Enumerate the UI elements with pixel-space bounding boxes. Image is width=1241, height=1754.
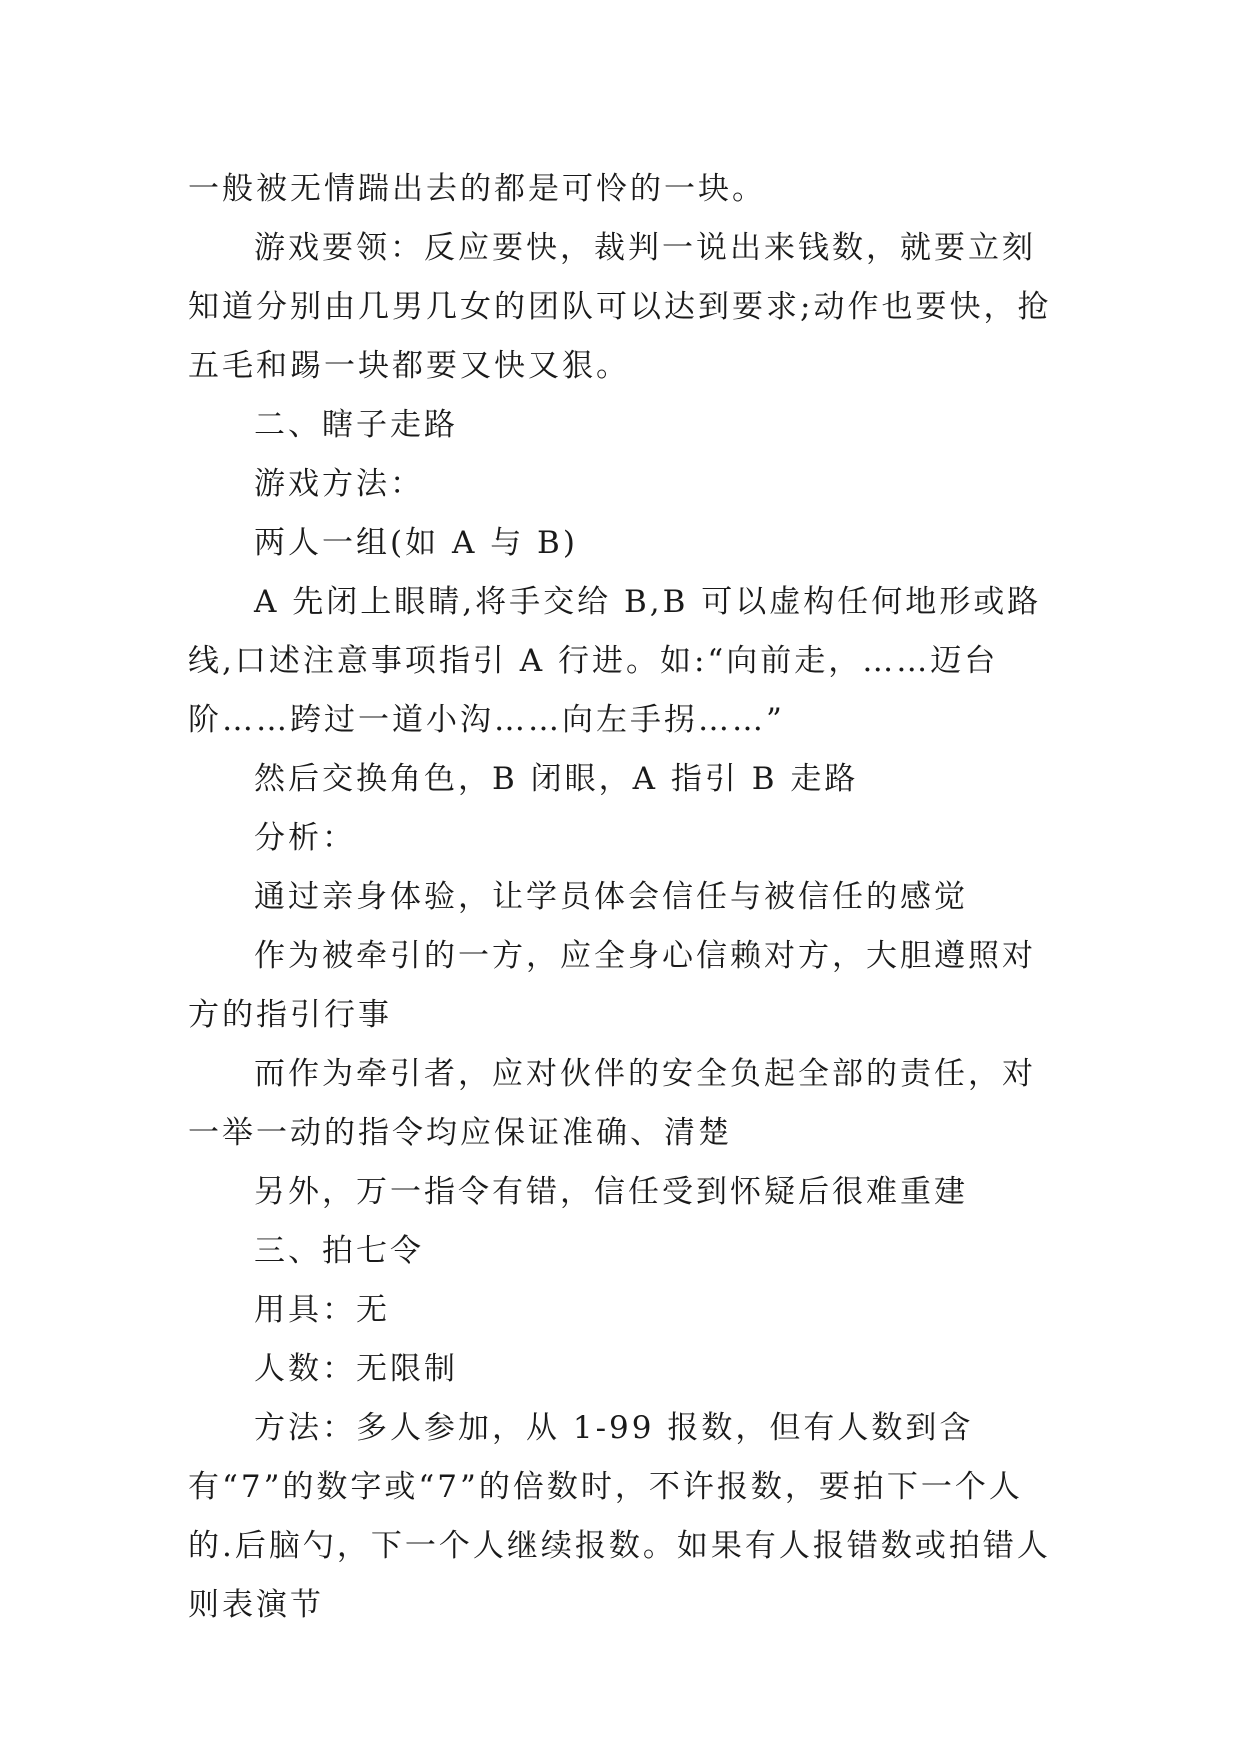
paragraph: 游戏方法：	[254, 466, 424, 502]
paragraph: 然后交换角色，B 闭眼，A 指引 B 走路	[254, 761, 859, 797]
paragraph: 人数：无限制	[254, 1351, 458, 1387]
paragraph: 两人一组(如 A 与 B)	[254, 525, 578, 561]
paragraph: 方法：多人参加，从 1-99 报数，但有人数到含有“7”的数字或“7”的倍数时，不许报数，要拍下一个人的.后脑勺，下一个人继续报数。如果有人报错数或拍错人则表演节	[188, 1410, 1051, 1623]
paragraph: 作为被牵引的一方，应全身心信赖对方，大胆遵照对方的指引行事	[188, 938, 1036, 1033]
paragraph: 通过亲身体验，让学员体会信任与被信任的感觉	[254, 879, 968, 915]
paragraph: A 先闭上眼睛,将手交给 B,B 可以虚构任何地形或路线,口述注意事项指引 A 行进。如:“向前走，……迈台阶……跨过一道小沟……向左手拐……”	[188, 584, 1042, 738]
paragraph: 分析：	[254, 820, 356, 856]
section-heading: 二、瞎子走路	[254, 407, 458, 443]
paragraph: 而作为牵引者，应对伙伴的安全负起全部的责任，对一举一动的指令均应保证准确、清楚	[188, 1056, 1036, 1151]
paragraph: 游戏要领：反应要快，裁判一说出来钱数，就要立刻知道分别由几男几女的团队可以达到要求;动作也要快，抢五毛和踢一块都要又快又狠。	[188, 230, 1052, 384]
paragraph: 另外，万一指令有错，信任受到怀疑后很难重建	[254, 1174, 968, 1210]
paragraph: 一般被无情踹出去的都是可怜的一块。	[188, 171, 766, 207]
document-body	[188, 160, 1068, 1635]
section-heading: 三、拍七令	[254, 1233, 424, 1269]
paragraph: 用具：无	[254, 1292, 390, 1328]
